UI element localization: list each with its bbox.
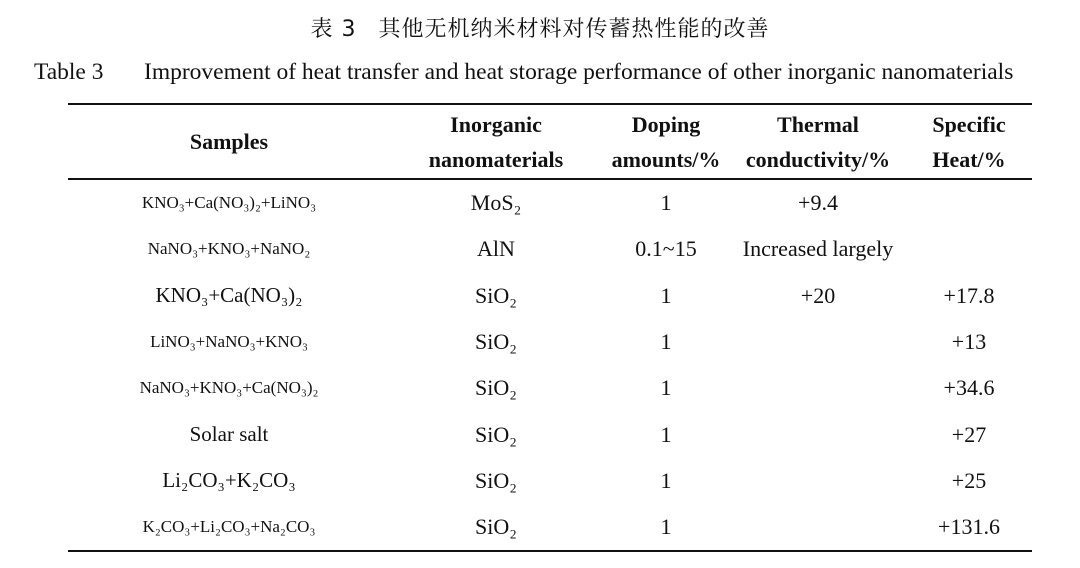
cell-nanomaterial: SiO₂ <box>475 421 517 447</box>
header-doping-line-2: amounts/% <box>611 146 721 172</box>
header-thermal-line-1: Thermal <box>777 111 859 137</box>
cell-thermal-conductivity <box>730 504 906 551</box>
header-samples-line-1: Samples <box>189 129 269 154</box>
cell-thermal-conductivity <box>730 365 906 411</box>
table-row <box>68 319 1032 365</box>
header-specific-line-1: Specific <box>932 111 1006 137</box>
header-inorganic-nanomaterials <box>390 104 602 179</box>
header-samples <box>68 104 390 179</box>
table-row <box>68 273 1032 319</box>
table-row <box>68 365 1032 411</box>
cell-specific-heat <box>906 226 1032 272</box>
cell-nanomaterial: SiO₂ <box>475 375 517 401</box>
data-table <box>68 103 1032 552</box>
header-inorganic-line-2: nanomaterials <box>428 146 564 172</box>
cell-doping-amount: 1 <box>660 514 672 540</box>
cell-thermal-conductivity: +20 <box>800 282 836 308</box>
cell-doping-amount: 1 <box>660 329 672 355</box>
header-specific-heat <box>906 104 1032 179</box>
cell-specific-heat <box>906 179 1032 226</box>
table-header <box>68 104 1032 179</box>
table-body <box>68 179 1032 551</box>
cell-sample: Solar salt <box>189 422 269 447</box>
cell-nanomaterial: MoS₂ <box>470 190 522 216</box>
cell-specific-heat: +25 <box>951 467 987 493</box>
data-table-container <box>68 103 1032 552</box>
cell-specific-heat: +17.8 <box>943 282 995 308</box>
cell-doping-amount: 1 <box>660 421 672 447</box>
cell-nanomaterial: SiO₂ <box>475 514 517 540</box>
table-row <box>68 179 1032 226</box>
cell-sample: LiNO₃+NaNO₃+KNO₃ <box>150 332 308 352</box>
header-specific-line-2: Heat/% <box>932 146 1006 172</box>
table-row <box>68 411 1032 457</box>
cell-specific-heat: +13 <box>951 329 987 355</box>
table-caption-chinese <box>0 14 1080 46</box>
cell-doping-amount: 1 <box>660 467 672 493</box>
header-doping-line-1: Doping <box>631 111 701 137</box>
cell-sample: Li₂CO₃+K₂CO₃ <box>162 468 296 493</box>
cell-doping-amount: 1 <box>660 190 672 216</box>
cell-thermal-conductivity: +9.4 <box>798 190 838 216</box>
cell-nanomaterial: SiO₂ <box>475 329 517 355</box>
cell-sample: KNO₃+Ca(NO₃)₂ <box>155 283 303 308</box>
cell-doping-amount: 1 <box>660 375 672 401</box>
cell-specific-heat: +131.6 <box>938 514 1000 540</box>
table-caption-english <box>34 56 1013 88</box>
header-doping-amounts <box>602 104 730 179</box>
cell-doping-amount: 0.1~15 <box>635 236 697 262</box>
table-title-chinese: 其他无机纳米材料对传蓄热性能的改善 <box>378 17 770 42</box>
cell-sample: NaNO₃+KNO₃+NaNO₂ <box>147 239 311 259</box>
cell-specific-heat: +27 <box>951 421 987 447</box>
table-row <box>68 458 1032 504</box>
table-number-chinese: 表 3 <box>310 17 357 42</box>
cell-nanomaterial: SiO₂ <box>475 282 517 308</box>
table-row <box>68 226 1032 272</box>
cell-sample: KNO₃+Ca(NO₃)₂+LiNO₃ <box>141 193 317 213</box>
cell-thermal-conductivity <box>730 411 906 457</box>
header-thermal-conductivity <box>730 104 906 179</box>
table-number-english: Table 3 <box>34 59 104 85</box>
cell-sample: K₂CO₃+Li₂CO₃+Na₂CO₃ <box>142 517 316 537</box>
header-thermal-line-2: conductivity/% <box>745 146 891 172</box>
cell-thermal-conductivity <box>730 319 906 365</box>
cell-thermal-conductivity: Increased largely <box>742 236 894 262</box>
header-row <box>68 104 1032 179</box>
cell-nanomaterial: SiO₂ <box>475 467 517 493</box>
cell-nanomaterial: AlN <box>477 236 515 262</box>
table-row <box>68 504 1032 551</box>
cell-thermal-conductivity <box>730 458 906 504</box>
cell-doping-amount: 1 <box>660 282 672 308</box>
cell-sample: NaNO₃+KNO₃+Ca(NO₃)₂ <box>139 378 319 398</box>
cell-specific-heat: +34.6 <box>943 375 995 401</box>
header-inorganic-line-1: Inorganic <box>450 111 542 137</box>
table-title-english: Improvement of heat transfer and heat storage performance of other inorganic nanomaterials <box>144 59 1014 85</box>
